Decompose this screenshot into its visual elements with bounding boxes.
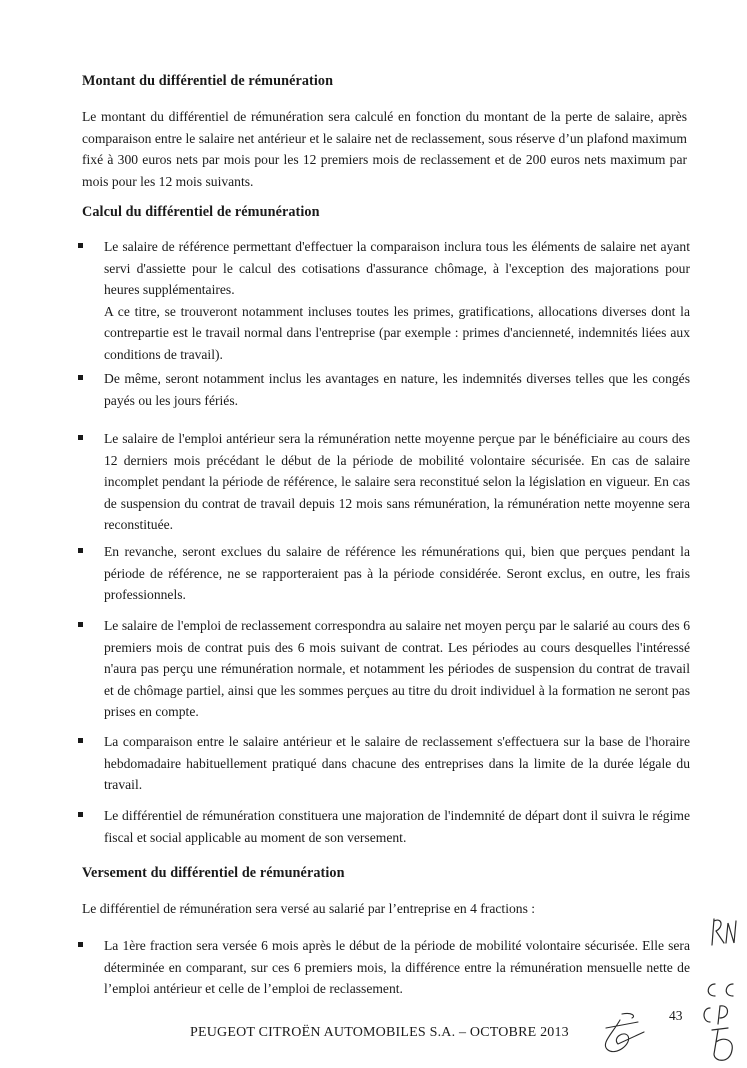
signature-scribble (592, 1010, 652, 1060)
bullet-item (78, 935, 690, 1000)
bullet-item (78, 541, 690, 606)
bullet-icon (78, 942, 83, 947)
bullet-icon (78, 738, 83, 743)
bullet-icon (78, 812, 83, 817)
bullet-text: Le salaire de référence permettant d'effectuer la comparaison inclura tous les éléments de salaire net ayant servi d'assiette pour le calcul des cotisations d'assurance chômage, à l'exception des majorations pour heures supplémentaires. (104, 239, 690, 297)
bullet-item (78, 428, 690, 536)
handwritten-initials-cp-fd (700, 1004, 742, 1066)
page-footer: PEUGEOT CITROËN AUTOMOBILES S.A. – OCTOBRE 2013 (190, 1025, 569, 1040)
bullet-icon (78, 243, 83, 248)
bullet-item (78, 805, 690, 848)
heading-calcul: Calcul du différentiel de rémunération (82, 204, 320, 220)
bullet-item (78, 368, 690, 411)
bullet-text: Le différentiel de rémunération constituera une majoration de l'indemnité de départ dont il suivra le régime fiscal et social applicable au moment de son versement. (104, 808, 690, 845)
bullet-text: Le salaire de l'emploi antérieur sera la rémunération nette moyenne perçue par le bénéficiaire au cours des 12 derniers mois précédant le début de la période de mobilité volontaire sécurisée. En cas de salaire incomplet pendant la période de référence, le salaire sera reconstitué selon la législation en vigueur. En cas de suspension du contrat de travail depuis 12 mois sans rémunération, la rémunération nette moyenne sera reconstituée. (104, 431, 690, 532)
bullet-item (78, 615, 690, 723)
handwritten-initials-cc (703, 980, 743, 1002)
paragraph-versement: Le différentiel de rémunération sera versé au salarié par l’entreprise en 4 fractions : (82, 901, 536, 916)
bullet-item (78, 236, 690, 365)
bullet-text: En revanche, seront exclues du salaire de référence les rémunérations qui, bien que perçues pendant la période de référence, ne se rapporteraient pas à la période considérée. Seront exclus, en outre, les frais professionnels. (104, 544, 690, 602)
handwritten-initials-rn (708, 913, 738, 953)
paragraph-montant: Le montant du différentiel de rémunération sera calculé en fonction du montant de la perte de salaire, après comparaison entre le salaire net antérieur et le salaire net de reclassement, sous réserve d’un plafond maximum fixé à 300 euros nets par mois pour les 12 premiers mois de reclassement et de 200 euros nets maximum par mois pour les 12 mois suivants. (82, 109, 687, 189)
bullet-icon (78, 375, 83, 380)
bullet-text: La 1ère fraction sera versée 6 mois après le début de la période de mobilité volontaire sécurisée. Elle sera déterminée en comparant, sur ces 6 premiers mois, la différence entre la rémunération mensuelle nette de l’emploi antérieur et celle de l’emploi de reclassement. (104, 938, 690, 996)
bullet-text-continued: A ce titre, se trouveront notamment incluses toutes les primes, gratifications, allocations diverses dont la contrepartie est le travail normal dans l'entreprise (par exemple : primes d'ancienneté, indemnités liées aux conditions de travail). (104, 303, 690, 362)
heading-montant: Montant du différentiel de rémunération (82, 73, 334, 89)
page-number: 43 (669, 1008, 683, 1023)
bullet-text: La comparaison entre le salaire antérieur et le salaire de reclassement s'effectuera sur la base de l'horaire hebdomadaire habituellement pratiqué dans chacune des entreprises dans la limite de la durée légale du travail. (104, 734, 690, 792)
bullet-item (78, 731, 690, 796)
bullet-icon (78, 435, 83, 440)
bullet-text: Le salaire de l'emploi de reclassement correspondra au salaire net moyen perçu par le salarié au cours des 6 premiers mois de contrat puis des 6 mois suivant de contrat. Les périodes au cours desquelles l'intéressé n'aura pas perçu une rémunération normale, et notamment les périodes de suspension du contrat de travail et de chômage partiel, ainsi que les sommes perçues au titre du droit individuel à la formation ne seront pas prises en compte. (104, 618, 690, 719)
heading-versement: Versement du différentiel de rémunération (82, 865, 345, 881)
bullet-icon (78, 548, 83, 553)
bullet-text: De même, seront notamment inclus les avantages en nature, les indemnités diverses telles que les congés payés ou les jours fériés. (104, 371, 690, 408)
bullet-icon (78, 622, 83, 627)
